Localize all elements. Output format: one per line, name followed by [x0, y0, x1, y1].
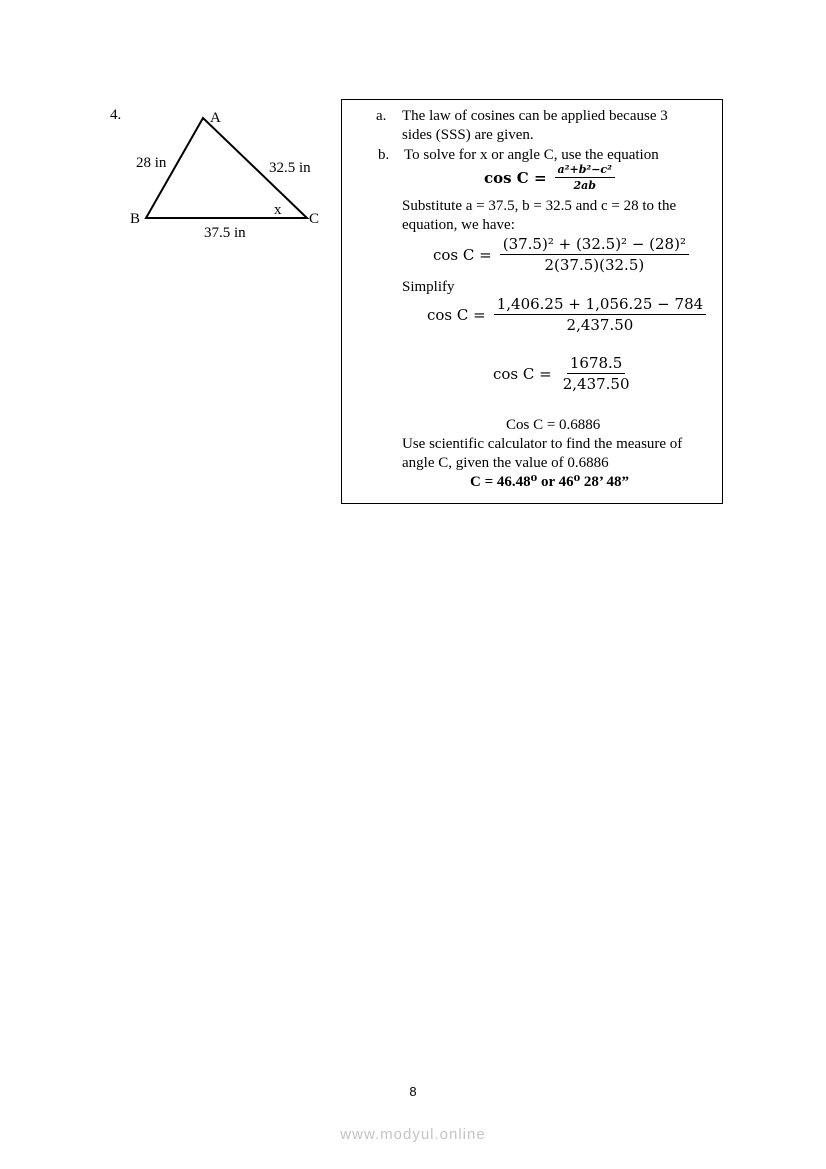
side-ac-label: 32.5 in [269, 160, 311, 176]
equation-2-numerator: 1,406.25 + 1,056.25 − 784 [494, 295, 706, 315]
triangle-figure [126, 100, 336, 240]
formula-lhs: cos C = [484, 168, 547, 187]
formula-denominator: 2ab [573, 179, 596, 192]
vertex-b-label: B [130, 211, 141, 227]
equation-1-numerator: (37.5)² + (32.5)² − (28)² [500, 235, 689, 255]
equation-2-denominator: 2,437.50 [566, 316, 634, 334]
calculator-line2: angle C, given the value of 0.6886 [402, 455, 609, 471]
page-number: 8 [409, 1084, 417, 1099]
side-bc-label: 37.5 in [204, 225, 246, 240]
calculator-line1: Use scientific calculator to find the measure of [402, 436, 683, 452]
substitute-line1: Substitute a = 37.5, b = 32.5 and c = 28 to the [402, 198, 677, 214]
problem-number: 4. [110, 107, 122, 123]
simplify-label: Simplify [402, 279, 455, 295]
equation-2-fraction [494, 295, 706, 334]
substitute-line2: equation, we have: [402, 217, 515, 233]
side-ab-label: 28 in [136, 155, 167, 171]
vertex-a-label: A [210, 110, 221, 126]
equation-2 [427, 295, 706, 334]
equation-3-numerator: 1678.5 [567, 354, 626, 374]
item-a-marker: a. [376, 108, 387, 124]
item-b-line1: To solve for x or angle C, use the equation [404, 147, 659, 163]
cosine-formula [484, 163, 615, 192]
item-b-marker: b. [378, 147, 390, 163]
equation-1-denominator: 2(37.5)(32.5) [544, 256, 645, 274]
item-a-line1: The law of cosines can be applied because 3 [402, 108, 668, 124]
item-a-line2: sides (SSS) are given. [402, 127, 534, 143]
equation-1-lhs: cos C = [433, 245, 492, 264]
equation-1-fraction [500, 235, 689, 274]
equation-3-lhs: cos C = [493, 364, 552, 383]
angle-x-label: x [274, 202, 282, 218]
final-answer: C = 46.48⁰ or 46⁰ 28’ 48” [470, 474, 630, 490]
equation-1 [433, 235, 689, 274]
formula-numerator: a²+b²−c² [555, 163, 615, 178]
formula-fraction [555, 163, 615, 192]
equation-3-denominator: 2,437.50 [562, 375, 630, 393]
equation-3 [493, 354, 633, 393]
equation-3-fraction [560, 354, 633, 393]
watermark: www.modyul.online [340, 1126, 486, 1143]
cos-result: Cos C = 0.6886 [506, 417, 601, 433]
vertex-c-label: C [309, 211, 320, 227]
equation-2-lhs: cos C = [427, 305, 486, 324]
solution-box [341, 99, 723, 504]
